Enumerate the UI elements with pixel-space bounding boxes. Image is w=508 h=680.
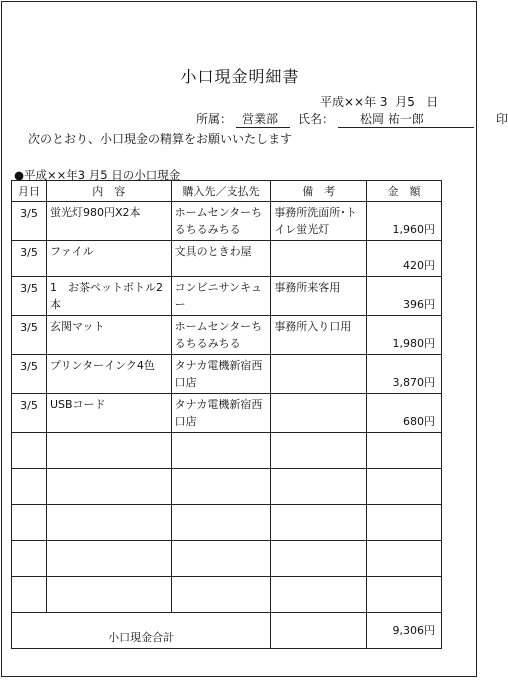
total-amount: 9,306円 — [367, 613, 442, 649]
row-amount — [367, 505, 442, 541]
row-note — [271, 241, 367, 277]
row-note — [271, 355, 367, 394]
row-amount: 680円 — [367, 394, 442, 433]
table-row-empty — [12, 505, 442, 541]
row-amount: 1,960円 — [367, 202, 442, 241]
row-note: 事務所来客用 — [271, 277, 367, 316]
header-date: 月日 — [12, 181, 47, 202]
row-content: 1 お茶ペットボトル2本 — [46, 277, 171, 316]
header-payee: 購入先／支払先 — [171, 181, 271, 202]
row-payee — [171, 541, 271, 577]
row-content: プリンターインク4色 — [46, 355, 171, 394]
row-note — [271, 505, 367, 541]
row-payee — [171, 505, 271, 541]
petty-cash-table — [11, 180, 442, 649]
row-payee: タナカ電機新宿西口店 — [171, 355, 271, 394]
row-note — [271, 394, 367, 433]
row-date: 3/5 — [12, 394, 47, 433]
row-amount: 420円 — [367, 241, 442, 277]
total-note-blank — [271, 613, 367, 649]
row-payee: ホームセンターちるちるみちる — [171, 316, 271, 355]
header-amount: 金 額 — [367, 181, 442, 202]
row-note — [271, 541, 367, 577]
row-date — [12, 505, 47, 541]
row-content: USBコード — [46, 394, 171, 433]
dept-value: 営業部 — [236, 110, 290, 128]
row-note — [271, 469, 367, 505]
row-content: 蛍光灯980円X2本 — [46, 202, 171, 241]
row-date — [12, 433, 47, 469]
row-note: 事務所洗面所･トイレ蛍光灯 — [271, 202, 367, 241]
name-label: 氏名： — [298, 112, 335, 126]
table-row — [12, 394, 442, 433]
row-content — [46, 541, 171, 577]
row-date: 3/5 — [12, 241, 47, 277]
row-amount — [367, 541, 442, 577]
row-amount — [367, 577, 442, 613]
row-date — [12, 541, 47, 577]
row-amount: 396円 — [367, 277, 442, 316]
table-row-empty — [12, 469, 442, 505]
row-date: 3/5 — [12, 202, 47, 241]
table-row-empty — [12, 433, 442, 469]
row-content: ファイル — [46, 241, 171, 277]
section-label: ●平成××年3 月5 日の小口現金 — [14, 168, 181, 182]
document-date: 平成××年 3 月5 日 — [320, 95, 439, 109]
total-label: 小口現金合計 — [12, 613, 271, 649]
table-header-row — [12, 181, 442, 202]
row-payee: コンビニサンキュー — [171, 277, 271, 316]
table-row-empty — [12, 541, 442, 577]
row-content — [46, 505, 171, 541]
table-row — [12, 316, 442, 355]
document-title: 小口現金明細書 — [180, 67, 300, 86]
row-date: 3/5 — [12, 316, 47, 355]
row-amount: 3,870円 — [367, 355, 442, 394]
row-date: 3/5 — [12, 277, 47, 316]
row-date — [12, 577, 47, 613]
row-payee: 文具のときわ屋 — [171, 241, 271, 277]
row-payee: タナカ電機新宿西口店 — [171, 394, 271, 433]
row-payee — [171, 577, 271, 613]
row-content: 玄関マット — [46, 316, 171, 355]
row-date — [12, 469, 47, 505]
row-amount — [367, 433, 442, 469]
row-note — [271, 577, 367, 613]
row-amount — [367, 469, 442, 505]
row-content — [46, 469, 171, 505]
row-payee — [171, 433, 271, 469]
row-content — [46, 433, 171, 469]
row-note — [271, 433, 367, 469]
header-note: 備 考 — [271, 181, 367, 202]
dept-label: 所属： — [196, 112, 233, 126]
seal-label: 印 — [496, 112, 508, 126]
row-date: 3/5 — [12, 355, 47, 394]
table-row — [12, 241, 442, 277]
row-content — [46, 577, 171, 613]
table-row — [12, 202, 442, 241]
applicant-line — [196, 110, 508, 128]
table-row-empty — [12, 577, 442, 613]
row-amount: 1,980円 — [367, 316, 442, 355]
intro-text: 次のとおり、小口現金の精算をお願いいたします — [28, 132, 293, 146]
table-row — [12, 355, 442, 394]
table-row — [12, 277, 442, 316]
row-note: 事務所入り口用 — [271, 316, 367, 355]
name-value: 松岡 祐一郎 — [338, 110, 474, 128]
header-content: 内 容 — [46, 181, 171, 202]
total-row — [12, 613, 442, 649]
row-payee: ホームセンターちるちるみちる — [171, 202, 271, 241]
row-payee — [171, 469, 271, 505]
